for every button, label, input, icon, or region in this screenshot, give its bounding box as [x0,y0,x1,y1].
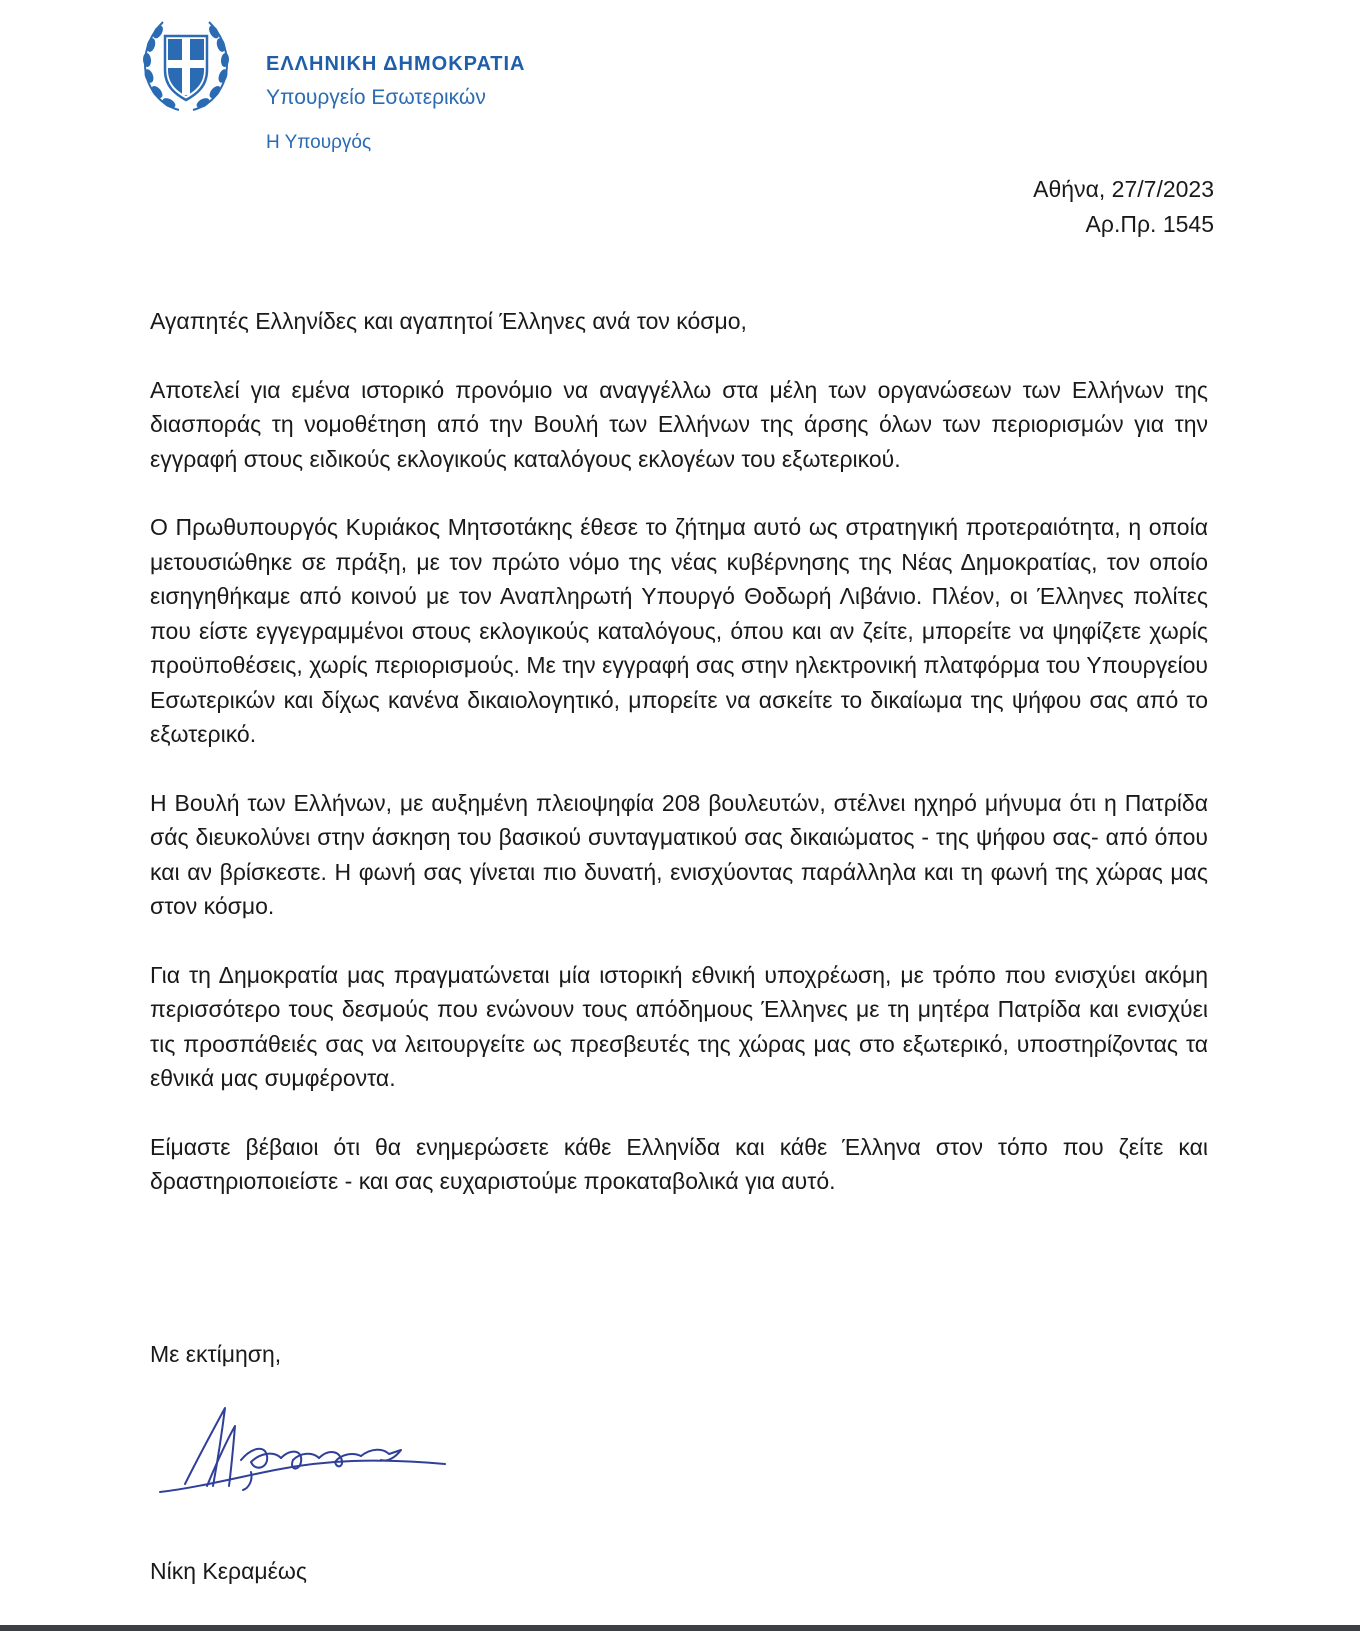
paragraph: Αποτελεί για εμένα ιστορικό προνόμιο να αναγγέλλω στα μέλη των οργανώσεων των Ελλήνων της διασποράς τη νομοθέτηση από την Βουλή των Ελλήνων της άρσης όλων των περιορισμών για την εγγραφή στους ειδικούς εκλογικούς καταλόγους εκλογέων του εξωτερικού. [150,376,1208,472]
letter-body [150,304,1208,1233]
office-name: Η Υπουργός [266,132,372,153]
greek-coat-of-arms-seal-icon [139,14,233,118]
org-title: ΕΛΛΗΝΙΚΗ ΔΗΜΟΚΡΑΤΙΑ [266,53,526,75]
ministry-name: Υπουργείο Εσωτερικών [266,86,486,109]
date-line: Αθήνα, 27/7/2023 [1033,176,1214,202]
handwritten-signature [155,1400,455,1510]
salutation: Αγαπητές Ελληνίδες και αγαπητοί Έλληνες ανά τον κόσμο, [150,308,747,334]
signer-name: Νίκη Κεραμέως [150,1558,307,1584]
date-reference-block [1033,172,1214,242]
paragraph: Η Βουλή των Ελλήνων, με αυξημένη πλειοψηφία 208 βουλευτών, στέλνει ηχηρό μήνυμα ότι η Πατρίδα σάς διευκολύνει στην άσκηση του βασικού συνταγματικού σας δικαιώματος - της ψήφου σας- από όπου και αν βρίσκεστε. Η φωνή σας γίνεται πιο δυνατή, ενισχύοντας παράλληλα και τη φωνή της χώρας μας στον κόσμο. [150,789,1208,919]
reference-number: Αρ.Πρ. 1545 [1085,211,1214,237]
closing: Με εκτίμηση, [150,1341,282,1367]
letterhead [139,14,599,153]
paragraph: Ο Πρωθυπουργός Κυριάκος Μητσοτάκης έθεσε το ζήτημα αυτό ως στρατηγική προτεραιότητα, η οποία μετουσιώθηκε σε πράξη, με τον πρώτο νόμο της νέας κυβέρνησης της Νέας Δημοκρατίας, τον οποίο εισηγηθήκαμε από κοινού με τον Αναπληρωτή Υπουργό Θοδωρή Λιβάνιο. Πλέον, οι Έλληνες πολίτες που είστε εγγεγραμμένοι στους εκλογικούς καταλόγους, όπου και αν ζείτε, μπορείτε να ψηφίζετε χωρίς προϋποθέσεις, χωρίς περιορισμούς. Με την εγγραφή σας στην ηλεκτρονική πλατφόρμα του Υπουργείου Εσωτερικών και δίχως κανένα δικαιολογητικό, μπορείτε να ασκείτε το δικαίωμα της ψήφου σας από το εξωτερικό. [150,514,1208,747]
paragraph: Για τη Δημοκρατία μας πραγματώνεται μία ιστορική εθνική υποχρέωση, με τρόπο που ενισχύει ακόμη περισσότερο τους δεσμούς που ενώνουν τους απόδημους Έλληνες με τη μητέρα Πατρίδα και ενισχύει τις προσπάθειές σας να λειτουργείτε ως πρεσβευτές της χώρας μας στο εξωτερικό, υποστηρίζοντας τα εθνικά μας συμφέροντα. [150,961,1208,1091]
bottom-edge-bar [0,1625,1360,1631]
paragraph: Είμαστε βέβαιοι ότι θα ενημερώσετε κάθε Ελληνίδα και κάθε Έλληνα στον τόπο που ζείτε και δραστηριοποιείστε - και σας ευχαριστούμε προκαταβολικά για αυτό. [150,1133,1208,1194]
